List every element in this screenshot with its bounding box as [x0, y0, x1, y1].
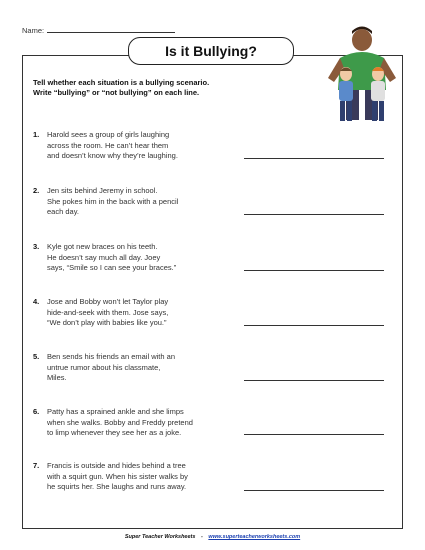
question-text: Francis is outside and hides behind a tree [47, 461, 186, 470]
question-text: across the room. He can’t hear them [47, 140, 169, 150]
answer-line[interactable] [244, 434, 384, 435]
question-text: Patty has a sprained ankle and she limps [47, 407, 184, 416]
question-text: Ben sends his friends an email with an [47, 352, 175, 361]
question-number: 5. [33, 352, 40, 361]
name-field[interactable] [22, 26, 175, 35]
footer [0, 534, 425, 540]
question-text: he squirts her. She laughs and runs away. [47, 482, 187, 491]
answer-line[interactable] [244, 380, 384, 381]
question-text: with a squirt gun. When his sister walks by [47, 471, 188, 481]
question-text: She pokes him in the back with a pencil [47, 196, 179, 206]
question-text: Miles. [47, 373, 67, 382]
question-number: 2. [33, 186, 40, 195]
answer-line[interactable] [244, 214, 384, 215]
question-text: hide-and-seek with them. Jose says, [47, 307, 169, 317]
question-number: 4. [33, 297, 40, 306]
footer-link[interactable]: www.superteacherworksheets.com [208, 534, 301, 540]
instructions [33, 78, 209, 98]
question-number: 3. [33, 242, 40, 251]
answer-line[interactable] [244, 325, 384, 326]
question-text: each day. [47, 207, 79, 216]
question-text: Jose and Bobby won’t let Taylor play [47, 297, 169, 306]
question-text: Kyle got new braces on his teeth. [47, 242, 158, 251]
answer-line[interactable] [244, 158, 384, 159]
question-number: 6. [33, 407, 40, 416]
answer-line[interactable] [244, 270, 384, 271]
footer-separator: - [200, 534, 203, 540]
name-label: Name: [22, 26, 45, 35]
title-banner [128, 37, 294, 65]
footer-brand: Super Teacher Worksheets [124, 534, 196, 540]
question-text: and doesn’t know why they’re laughing. [47, 151, 178, 160]
question-text: when she walks. Bobby and Freddy pretend [47, 417, 193, 427]
question-number: 7. [33, 461, 40, 470]
question-text: He doesn’t say much all day. Joey [47, 252, 161, 262]
question-text: to limp whenever they see her as a joke. [47, 428, 182, 437]
instruction-line: Tell whether each situation is a bullying scenario. [33, 78, 210, 87]
question-text: Harold sees a group of girls laughing [47, 130, 170, 139]
question-number: 1. [33, 130, 40, 139]
answer-line[interactable] [244, 490, 384, 491]
question-text: “We don’t play with babies like you.” [47, 318, 167, 327]
page-title: Is it Bullying? [165, 43, 257, 59]
question-text: untrue rumor about his classmate, [47, 362, 161, 372]
instruction-line: Write “bullying” or “not bullying” on each line. [33, 88, 200, 97]
question-text: says, “Smile so I can see your braces.” [47, 263, 177, 272]
question-text: Jen sits behind Jeremy in school. [47, 186, 158, 195]
bullying-illustration [322, 18, 402, 128]
name-line[interactable] [47, 26, 175, 33]
